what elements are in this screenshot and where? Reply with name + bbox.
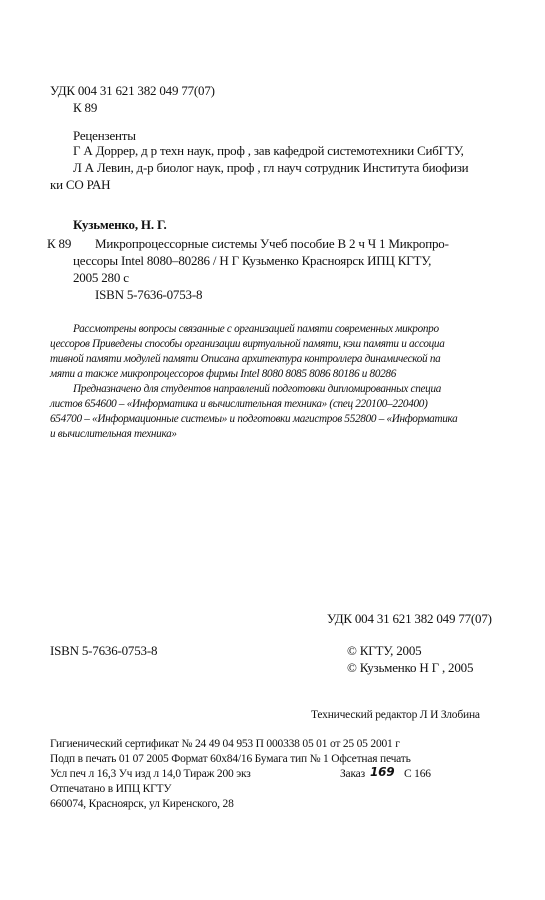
bib-isbn: ISBN 5-7636-0753-8 xyxy=(95,287,203,302)
page-code: С 166 xyxy=(404,768,431,780)
isbn-bottom: ISBN 5-7636-0753-8 xyxy=(50,643,158,658)
order-label: Заказ xyxy=(340,768,365,780)
udk-top: УДК 004 31 621 382 049 77(07) xyxy=(50,83,215,98)
annotation-line-6: листов 654600 – «Информатика и вычислительная техника» (спец 220100–220400) xyxy=(50,398,428,410)
order-number: 169 xyxy=(370,765,395,779)
annotation-line-3: тивной памяти модулей памяти Описана архитектура контроллера динамической па xyxy=(50,353,441,365)
reviewer-line-1: Г А Доррер, д р техн наук, проф , зав кафедрой системотехники СибГТУ, xyxy=(73,143,464,158)
annotation-line-4: мяти а также микропроцессоров фирмы Intel 8080 8085 8086 80186 и 80286 xyxy=(50,368,397,380)
imprint-address: 660074, Красноярск, ул Киренского, 28 xyxy=(50,798,234,810)
bib-line-2: цессоры Intel 8080–80286 / Н Г Кузьменко Красноярск ИПЦ КГТУ, xyxy=(73,253,432,268)
imprint-print-volume: Усл печ л 16,3 Уч изд л 14,0 Тираж 200 экз xyxy=(50,768,251,780)
reviewer-line-3: ки СО РАН xyxy=(50,177,111,192)
annotation-line-7: 654700 – «Информационные системы» и подготовки магистров 552800 – «Информатика xyxy=(50,413,458,425)
imprint-printed-at: Отпечатано в ИПЦ КГТУ xyxy=(50,783,172,795)
annotation-line-2: цессоров Приведены способы организации виртуальной памяти, кэш памяти и ассоциа xyxy=(50,338,445,350)
author-name: Кузьменко, Н. Г. xyxy=(73,217,167,232)
annotation-line-1: Рассмотрены вопросы связанные с организацией памяти современных микропро xyxy=(73,323,439,335)
bbk-index: К 89 xyxy=(47,236,72,251)
copyright-author: © Кузьменко Н Г , 2005 xyxy=(347,660,474,675)
reviewer-line-2: Л А Левин, д-р биолог наук, проф , гл науч сотрудник Института биофизи xyxy=(73,160,469,175)
bbk-index-top: К 89 xyxy=(73,100,98,115)
technical-editor: Технический редактор Л И Злобина xyxy=(311,709,480,721)
bib-line-3: 2005 280 с xyxy=(73,270,129,285)
reviewers-heading: Рецензенты xyxy=(73,128,136,143)
bib-line-1: Микропроцессорные системы Учеб пособие В 2 ч Ч 1 Микропро- xyxy=(95,236,449,251)
imprint-print-details: Подп в печать 01 07 2005 Формат 60х84/16 Бумага тип № 1 Офсетная печать xyxy=(50,753,411,765)
imprint-hygiene-cert: Гигиенический сертификат № 24 49 04 953 П 000338 05 01 от 25 05 2001 г xyxy=(50,738,400,750)
copyright-publisher: © КГТУ, 2005 xyxy=(347,643,422,658)
udk-bottom: УДК 004 31 621 382 049 77(07) xyxy=(327,611,492,626)
annotation-line-5: Предназначено для студентов направлений подготовки дипломированных специа xyxy=(73,383,442,395)
annotation-line-8: и вычислительная техника» xyxy=(50,428,177,440)
